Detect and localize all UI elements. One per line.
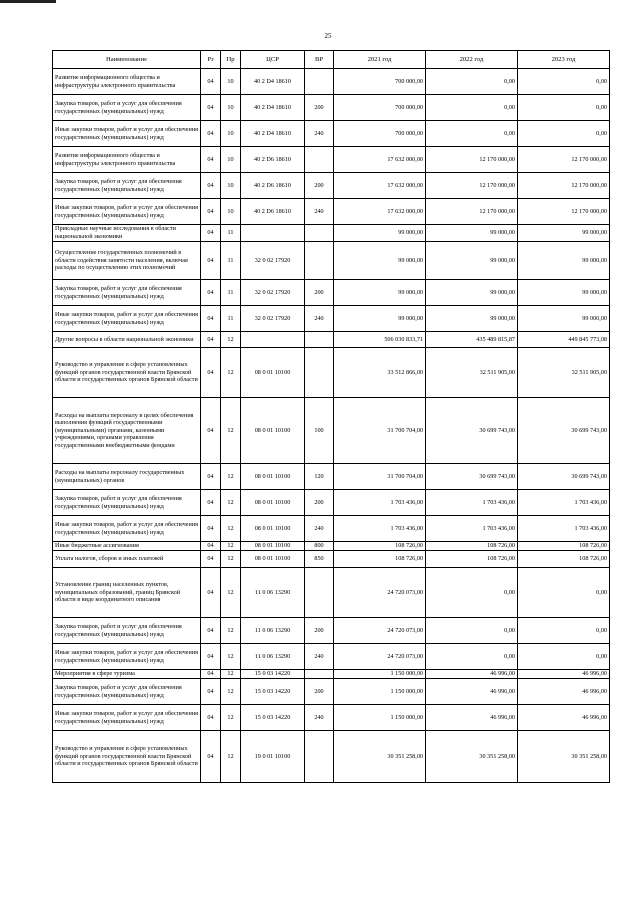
header-name: Наименование (53, 51, 201, 69)
cell-vr: 200 (305, 679, 334, 705)
cell-name: Закупка товаров, работ и услуг для обеспечения государственных (муниципальных) нужд (53, 173, 201, 199)
cell-pr: 12 (221, 618, 241, 644)
cell-pr: 12 (221, 464, 241, 490)
cell-rz: 04 (201, 69, 221, 95)
cell-y2022: 12 170 000,00 (426, 199, 518, 225)
table-row (53, 147, 610, 173)
cell-vr: 850 (305, 551, 334, 568)
cell-y2023: 30 699 743,00 (518, 464, 610, 490)
cell-rz: 04 (201, 464, 221, 490)
cell-y2021: 31 700 704,00 (334, 398, 426, 464)
table-row (53, 644, 610, 670)
cell-name: Мероприятия в сфере туризма (53, 670, 201, 679)
cell-csr: 11 0 06 13290 (241, 568, 305, 618)
cell-name: Уплата налогов, сборов и иных платежей (53, 551, 201, 568)
cell-y2023: 0,00 (518, 618, 610, 644)
cell-rz: 04 (201, 306, 221, 332)
cell-y2023: 0,00 (518, 121, 610, 147)
cell-y2023: 108 726,00 (518, 542, 610, 551)
cell-vr: 100 (305, 398, 334, 464)
cell-y2022: 30 699 743,00 (426, 398, 518, 464)
cell-vr: 200 (305, 280, 334, 306)
table-row (53, 332, 610, 348)
cell-y2021: 700 000,00 (334, 69, 426, 95)
cell-csr: 32 0 02 17920 (241, 306, 305, 332)
cell-y2021: 700 000,00 (334, 95, 426, 121)
cell-y2021: 1 703 436,00 (334, 490, 426, 516)
cell-rz: 04 (201, 95, 221, 121)
cell-pr: 11 (221, 280, 241, 306)
cell-pr: 10 (221, 199, 241, 225)
cell-csr (241, 332, 305, 348)
cell-rz: 04 (201, 551, 221, 568)
header-2021: 2021 год (334, 51, 426, 69)
cell-y2023: 0,00 (518, 95, 610, 121)
page-number: 25 (324, 32, 332, 40)
cell-rz: 04 (201, 542, 221, 551)
cell-rz: 04 (201, 670, 221, 679)
cell-y2023: 0,00 (518, 568, 610, 618)
cell-rz: 04 (201, 121, 221, 147)
cell-y2021: 24 720 073,00 (334, 568, 426, 618)
cell-pr: 11 (221, 242, 241, 280)
cell-y2023: 1 703 436,00 (518, 516, 610, 542)
cell-name: Расходы на выплаты персоналу в целях обеспечения выполнения функций государственными (муниципальными) органами, казенными учреждениями, органами управления государственными внебюджетными фондами (53, 398, 201, 464)
cell-y2021: 17 632 000,00 (334, 147, 426, 173)
cell-pr: 12 (221, 644, 241, 670)
cell-rz: 04 (201, 280, 221, 306)
cell-name: Иные закупки товаров, работ и услуг для обеспечения государственных (муниципальных) нужд (53, 516, 201, 542)
cell-y2022: 46 996,00 (426, 705, 518, 731)
cell-pr: 10 (221, 69, 241, 95)
cell-y2023: 99 000,00 (518, 242, 610, 280)
cell-y2023: 108 726,00 (518, 551, 610, 568)
cell-vr: 200 (305, 173, 334, 199)
cell-pr: 10 (221, 95, 241, 121)
header-vr: ВР (305, 51, 334, 69)
cell-rz: 04 (201, 242, 221, 280)
table-row (53, 242, 610, 280)
cell-pr: 11 (221, 225, 241, 242)
table-row (53, 670, 610, 679)
cell-y2021: 108 726,00 (334, 551, 426, 568)
cell-y2021: 24 720 073,00 (334, 644, 426, 670)
cell-rz: 04 (201, 731, 221, 783)
cell-name: Осуществление государственных полномочий в области содействия занятости населения, включая расходы по осуществлению этих полномочий (53, 242, 201, 280)
cell-y2021: 1 150 000,00 (334, 679, 426, 705)
table-row (53, 679, 610, 705)
cell-csr: 40 2 D6 18610 (241, 173, 305, 199)
cell-pr: 12 (221, 670, 241, 679)
cell-name: Закупка товаров, работ и услуг для обеспечения государственных (муниципальных) нужд (53, 679, 201, 705)
cell-vr (305, 348, 334, 398)
cell-pr: 12 (221, 348, 241, 398)
cell-y2021: 99 000,00 (334, 242, 426, 280)
cell-csr: 40 2 D4 18610 (241, 69, 305, 95)
table-row (53, 348, 610, 398)
cell-pr: 12 (221, 705, 241, 731)
cell-rz: 04 (201, 173, 221, 199)
cell-pr: 10 (221, 173, 241, 199)
cell-y2023: 32 511 905,00 (518, 348, 610, 398)
cell-y2023: 99 000,00 (518, 225, 610, 242)
cell-y2021: 700 000,00 (334, 121, 426, 147)
cell-y2021: 17 632 000,00 (334, 173, 426, 199)
table-header-row (53, 51, 610, 69)
cell-pr: 12 (221, 490, 241, 516)
cell-name: Закупка товаров, работ и услуг для обеспечения государственных (муниципальных) нужд (53, 618, 201, 644)
cell-vr (305, 568, 334, 618)
cell-y2023: 1 703 436,00 (518, 490, 610, 516)
header-rz: Рз (201, 51, 221, 69)
cell-y2022: 0,00 (426, 644, 518, 670)
cell-rz: 04 (201, 225, 221, 242)
cell-y2022: 12 170 000,00 (426, 147, 518, 173)
cell-y2021: 99 000,00 (334, 306, 426, 332)
cell-y2022: 0,00 (426, 618, 518, 644)
cell-pr: 10 (221, 147, 241, 173)
cell-rz: 04 (201, 348, 221, 398)
table-row (53, 306, 610, 332)
cell-y2023: 30 699 743,00 (518, 398, 610, 464)
cell-csr: 08 0 01 10100 (241, 464, 305, 490)
cell-y2022: 0,00 (426, 95, 518, 121)
cell-rz: 04 (201, 199, 221, 225)
cell-y2023: 0,00 (518, 644, 610, 670)
cell-vr: 240 (305, 121, 334, 147)
cell-pr: 12 (221, 679, 241, 705)
cell-vr: 240 (305, 199, 334, 225)
cell-pr: 12 (221, 332, 241, 348)
cell-y2023: 46 996,00 (518, 679, 610, 705)
cell-y2022: 12 170 000,00 (426, 173, 518, 199)
table-row (53, 705, 610, 731)
cell-name: Развитие информационного общества и инфраструктуры электронного правительства (53, 147, 201, 173)
cell-y2023: 12 170 000,00 (518, 173, 610, 199)
cell-y2022: 0,00 (426, 568, 518, 618)
cell-vr (305, 147, 334, 173)
cell-csr: 15 0 03 14220 (241, 679, 305, 705)
table-row (53, 568, 610, 618)
cell-vr: 240 (305, 306, 334, 332)
cell-csr: 15 0 03 14220 (241, 705, 305, 731)
cell-name: Руководство и управление в сфере установленных функций органов государственной власти Брянской области и государственных органов Брянской области (53, 348, 201, 398)
cell-y2023: 12 170 000,00 (518, 199, 610, 225)
cell-y2023: 0,00 (518, 69, 610, 95)
cell-rz: 04 (201, 398, 221, 464)
cell-y2022: 0,00 (426, 69, 518, 95)
table-row (53, 225, 610, 242)
cell-rz: 04 (201, 679, 221, 705)
cell-pr: 12 (221, 551, 241, 568)
cell-name: Иные закупки товаров, работ и услуг для обеспечения государственных (муниципальных) нужд (53, 306, 201, 332)
cell-y2022: 108 726,00 (426, 551, 518, 568)
cell-rz: 04 (201, 147, 221, 173)
header-2023: 2023 год (518, 51, 610, 69)
table-row (53, 173, 610, 199)
cell-pr: 12 (221, 516, 241, 542)
cell-y2021: 33 512 866,00 (334, 348, 426, 398)
cell-name: Развитие информационного общества и инфраструктуры электронного правительства (53, 69, 201, 95)
cell-vr: 200 (305, 490, 334, 516)
cell-y2023: 30 351 258,00 (518, 731, 610, 783)
cell-pr: 12 (221, 568, 241, 618)
cell-name: Другие вопросы в области национальной экономики (53, 332, 201, 348)
cell-csr (241, 225, 305, 242)
cell-vr (305, 670, 334, 679)
cell-rz: 04 (201, 490, 221, 516)
cell-y2022: 1 703 436,00 (426, 516, 518, 542)
cell-csr: 40 2 D4 18610 (241, 121, 305, 147)
cell-rz: 04 (201, 618, 221, 644)
cell-csr: 40 2 D4 18610 (241, 95, 305, 121)
cell-pr: 12 (221, 542, 241, 551)
cell-y2021: 31 700 704,00 (334, 464, 426, 490)
cell-y2023: 46 996,00 (518, 670, 610, 679)
table-row (53, 464, 610, 490)
cell-pr: 11 (221, 306, 241, 332)
table-row (53, 551, 610, 568)
table-row (53, 618, 610, 644)
cell-vr: 200 (305, 95, 334, 121)
table-row (53, 542, 610, 551)
cell-y2023: 99 000,00 (518, 280, 610, 306)
cell-y2021: 1 150 000,00 (334, 705, 426, 731)
cell-csr: 11 0 06 13290 (241, 618, 305, 644)
cell-y2021: 17 632 000,00 (334, 199, 426, 225)
cell-rz: 04 (201, 332, 221, 348)
cell-rz: 04 (201, 516, 221, 542)
cell-csr: 40 2 D6 18610 (241, 147, 305, 173)
cell-rz: 04 (201, 568, 221, 618)
cell-vr (305, 69, 334, 95)
cell-rz: 04 (201, 705, 221, 731)
cell-y2022: 30 351 258,00 (426, 731, 518, 783)
cell-y2022: 99 000,00 (426, 306, 518, 332)
cell-name: Закупка товаров, работ и услуг для обеспечения государственных (муниципальных) нужд (53, 280, 201, 306)
table-row (53, 121, 610, 147)
cell-csr: 08 0 01 10100 (241, 551, 305, 568)
cell-name: Иные бюджетные ассигнования (53, 542, 201, 551)
cell-name: Иные закупки товаров, работ и услуг для обеспечения государственных (муниципальных) нужд (53, 644, 201, 670)
cell-name: Иные закупки товаров, работ и услуг для обеспечения государственных (муниципальных) нужд (53, 121, 201, 147)
cell-csr: 08 0 01 10100 (241, 490, 305, 516)
cell-name: Прикладные научные исследования в области национальной экономики (53, 225, 201, 242)
table-row (53, 199, 610, 225)
cell-y2021: 30 351 258,00 (334, 731, 426, 783)
cell-csr: 08 0 01 10100 (241, 348, 305, 398)
cell-vr: 240 (305, 516, 334, 542)
cell-y2023: 99 000,00 (518, 306, 610, 332)
cell-csr: 32 0 02 17920 (241, 242, 305, 280)
cell-y2022: 99 000,00 (426, 242, 518, 280)
cell-vr: 120 (305, 464, 334, 490)
cell-csr: 40 2 D6 18610 (241, 199, 305, 225)
cell-y2021: 1 703 436,00 (334, 516, 426, 542)
cell-rz: 04 (201, 644, 221, 670)
cell-csr: 32 0 02 17920 (241, 280, 305, 306)
cell-name: Руководство и управление в сфере установленных функций органов государственной власти Брянской области и государственных органов Брянской области (53, 731, 201, 783)
cell-y2022: 0,00 (426, 121, 518, 147)
cell-y2022: 108 726,00 (426, 542, 518, 551)
cell-y2022: 435 489 815,87 (426, 332, 518, 348)
cell-y2022: 99 000,00 (426, 280, 518, 306)
cell-vr (305, 332, 334, 348)
cell-csr: 08 0 01 10100 (241, 516, 305, 542)
cell-y2022: 1 703 436,00 (426, 490, 518, 516)
cell-name: Иные закупки товаров, работ и услуг для обеспечения государственных (муниципальных) нужд (53, 705, 201, 731)
cell-pr: 10 (221, 121, 241, 147)
cell-name: Закупка товаров, работ и услуг для обеспечения государственных (муниципальных) нужд (53, 490, 201, 516)
table-row (53, 516, 610, 542)
cell-csr: 11 0 06 13290 (241, 644, 305, 670)
cell-vr: 800 (305, 542, 334, 551)
header-pr: Пр (221, 51, 241, 69)
table-row (53, 398, 610, 464)
corner-mark (0, 0, 56, 3)
cell-y2021: 99 000,00 (334, 225, 426, 242)
cell-csr: 08 0 01 10100 (241, 542, 305, 551)
cell-y2021: 1 150 000,00 (334, 670, 426, 679)
table-row (53, 95, 610, 121)
cell-vr: 240 (305, 644, 334, 670)
cell-vr (305, 225, 334, 242)
header-2022: 2022 год (426, 51, 518, 69)
cell-y2021: 108 726,00 (334, 542, 426, 551)
cell-y2023: 449 845 773,08 (518, 332, 610, 348)
header-csr: ЦСР (241, 51, 305, 69)
cell-csr: 08 0 01 10100 (241, 398, 305, 464)
cell-vr: 240 (305, 705, 334, 731)
cell-pr: 12 (221, 731, 241, 783)
cell-vr: 200 (305, 618, 334, 644)
cell-y2021: 24 720 073,00 (334, 618, 426, 644)
cell-name: Расходы на выплаты персоналу государственных (муниципальных) органов (53, 464, 201, 490)
table-row (53, 69, 610, 95)
budget-table (52, 50, 610, 783)
cell-vr (305, 242, 334, 280)
cell-pr: 12 (221, 398, 241, 464)
cell-csr: 19 0 01 10100 (241, 731, 305, 783)
cell-y2023: 12 170 000,00 (518, 147, 610, 173)
cell-name: Закупка товаров, работ и услуг для обеспечения государственных (муниципальных) нужд (53, 95, 201, 121)
cell-name: Установление границ населенных пунктов, муниципальных образований, границ Брянской области в виде координатного описания (53, 568, 201, 618)
cell-y2022: 46 996,00 (426, 670, 518, 679)
table-row (53, 280, 610, 306)
table-row (53, 490, 610, 516)
table-row (53, 731, 610, 783)
cell-y2021: 506 030 833,71 (334, 332, 426, 348)
cell-y2021: 99 000,00 (334, 280, 426, 306)
cell-y2022: 46 996,00 (426, 679, 518, 705)
cell-name: Иные закупки товаров, работ и услуг для обеспечения государственных (муниципальных) нужд (53, 199, 201, 225)
cell-y2022: 99 000,00 (426, 225, 518, 242)
cell-csr: 15 0 03 14220 (241, 670, 305, 679)
cell-y2023: 46 996,00 (518, 705, 610, 731)
cell-y2022: 30 699 743,00 (426, 464, 518, 490)
cell-vr (305, 731, 334, 783)
cell-y2022: 32 511 905,00 (426, 348, 518, 398)
